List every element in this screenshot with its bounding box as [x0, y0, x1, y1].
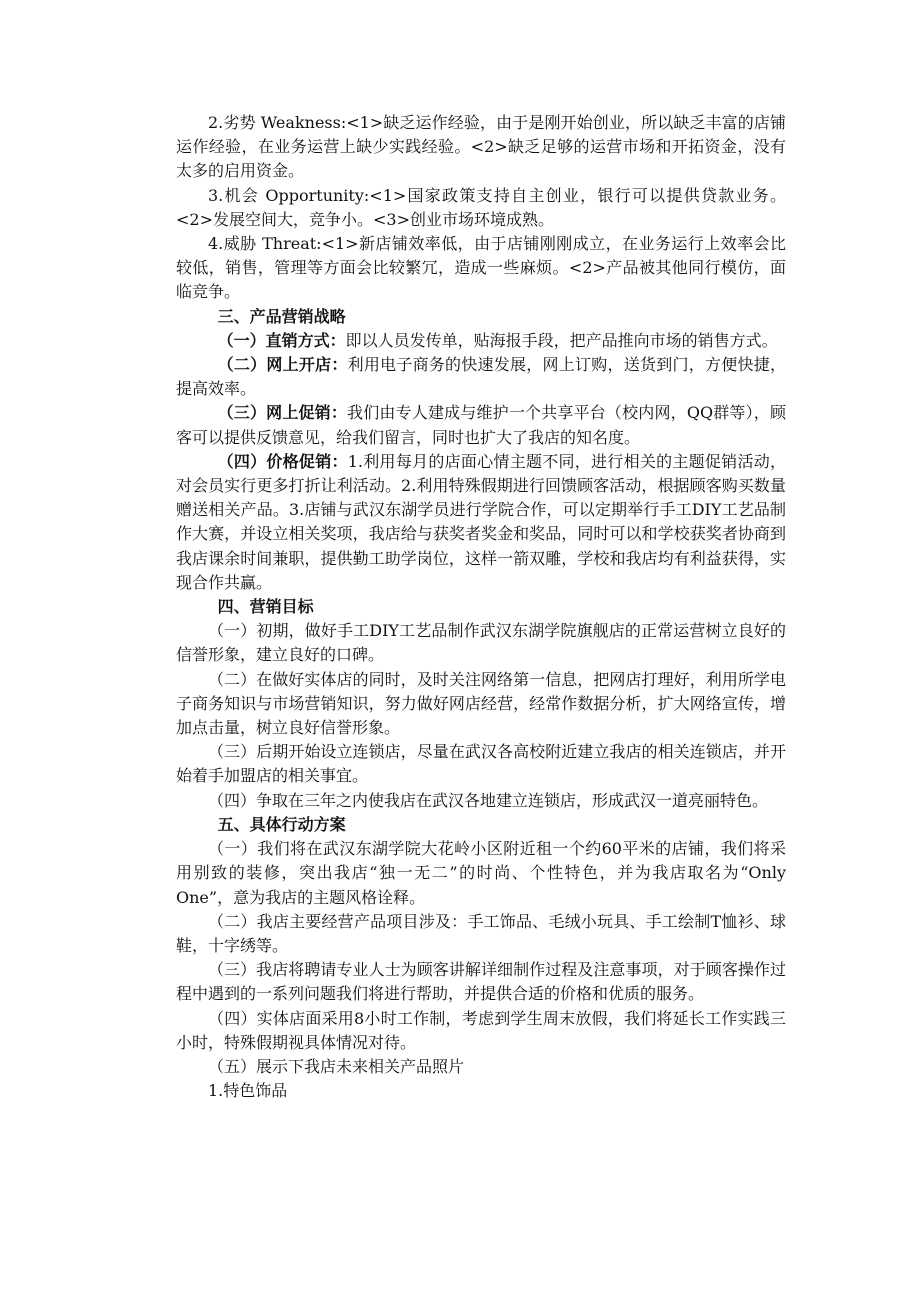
strategy-direct-sales	[176, 329, 786, 353]
strategy-text: 我们由专人建成与维护一个共享平台（校内网，QQ群等），顾客可以提供反馈意见，给我们留言，同时也扩大了我店的知名度。	[176, 403, 786, 447]
strategy-text: 利用电子商务的快速发展，网上订购，送货到门，方便快捷，提高效率。	[176, 355, 786, 399]
strategy-online-store	[176, 353, 786, 401]
action-subitem: 1.特色饰品	[208, 1081, 288, 1101]
strategy-label: （二）网上开店：	[217, 355, 348, 375]
strategy-price-promotion	[176, 450, 786, 595]
strategy-text: 1.利用每月的店面心情主题不同，进行相关的主题促销活动，对会员实行更多打折让利活动。2.利用特殊假期进行回馈顾客活动，根据顾客购买数量赠送相关产品。3.店铺与武汉东湖学员进行学院合作，可以定期举行手工DIY工艺品制作大赛，并设立相关奖项，我店给与获奖者奖金和奖品，同时可以和学校获奖者协商到我店课余时间兼职，提供勤工助学岗位，这样一箭双雕，学校和我店均有利益获得，实现合作共赢。	[176, 451, 786, 592]
swot-weakness: 2.劣势 Weakness:<1>缺乏运作经验，由于是刚开始创业，所以缺乏丰富的店铺运作经验，在业务运营上缺少实践经验。<2>缺乏足够的运营市场和开拓资金，没有太多的启用资金。	[176, 113, 786, 181]
action-paragraph: （三）我店将聘请专业人士为顾客讲解详细制作过程及注意事项，对于顾客操作过程中遇到的一系列问题我们将进行帮助，并提供合适的价格和优质的服务。	[176, 960, 786, 1004]
strategy-online-promotion	[176, 401, 786, 449]
goal-paragraph: （二）在做好实体店的同时，及时关注网络第一信息，把网店打理好，利用所学电子商务知识与市场营销知识，努力做好网店经营，经常作数据分析，扩大网络宣传，增加点击量，树立良好信誉形象。	[176, 669, 786, 738]
strategy-label: （一）直销方式：	[217, 330, 346, 350]
goal-paragraph: （三）后期开始设立连锁店，尽量在武汉各高校附近建立我店的相关连锁店，并开始着手加盟店的相关事宜。	[176, 742, 786, 786]
document-page	[176, 111, 786, 1103]
section-heading-action-plan: 五、具体行动方案	[217, 814, 346, 834]
goal-paragraph: （一）初期，做好手工DIY工艺品制作武汉东湖学院旗舰店的正常运营树立良好的信誉形象，建立良好的口碑。	[176, 621, 786, 665]
action-paragraph: （四）实体店面采用8小时工作制，考虑到学生周末放假，我们将延长工作实践三小时，特殊假期视具体情况对待。	[176, 1008, 786, 1052]
swot-opportunity: 3.机会 Opportunity:<1>国家政策支持自主创业，银行可以提供贷款业务。<2>发展空间大，竞争小。<3>创业市场环境成熟。	[176, 185, 786, 229]
action-paragraph: （五）展示下我店未来相关产品照片	[208, 1056, 465, 1076]
section-heading-marketing-strategy: 三、产品营销战略	[217, 306, 346, 326]
swot-threat: 4.威胁 Threat:<1>新店铺效率低，由于店铺刚刚成立，在业务运行上效率会比较低，销售，管理等方面会比较繁冗，造成一些麻烦。<2>产品被其他同行模仿，面临竞争。	[176, 234, 786, 302]
action-paragraph: （一）我们将在武汉东湖学院大花岭小区附近租一个约60平米的店铺，我们将采用别致的装修，突出我店“独一无二”的时尚、个性特色，并为我店取名为“Only One”，意为我店的主题风格诠释。	[176, 839, 786, 907]
strategy-label: （四）价格促销：	[217, 451, 348, 471]
strategy-text: 即以人员发传单，贴海报手段，把产品推向市场的销售方式。	[345, 330, 778, 350]
goal-paragraph: （四）争取在三年之内使我店在武汉各地建立连锁店，形成武汉一道亮丽特色。	[208, 790, 769, 810]
action-paragraph: （二）我店主要经营产品项目涉及：手工饰品、毛绒小玩具、手工绘制T恤衫、球鞋，十字绣等。	[176, 911, 786, 955]
section-heading-marketing-goals: 四、营销目标	[217, 597, 314, 617]
strategy-label: （三）网上促销：	[217, 403, 348, 423]
